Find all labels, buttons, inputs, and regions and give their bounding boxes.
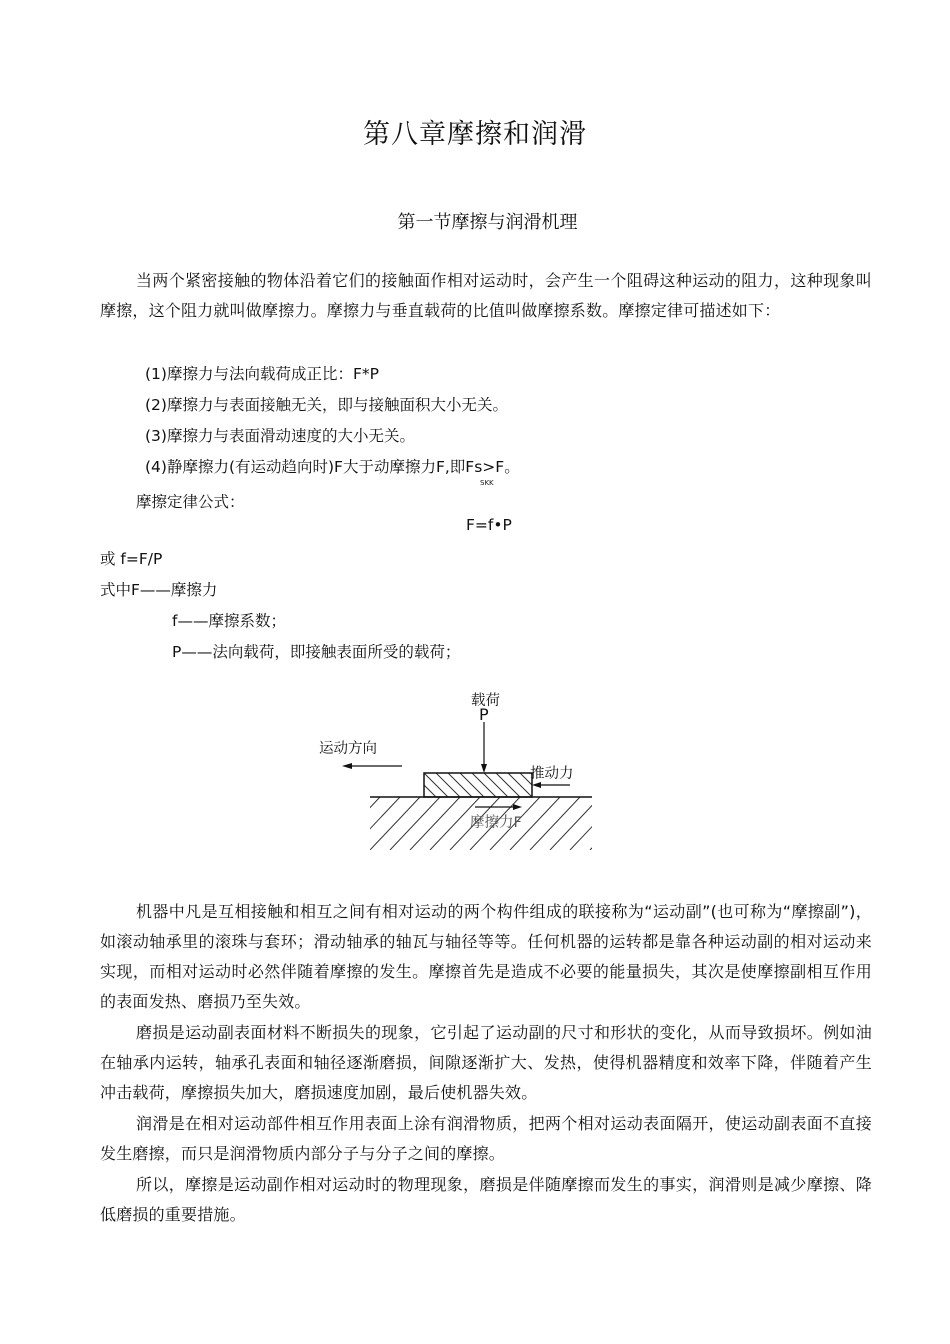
definition-friction: 式中F——摩擦力: [100, 581, 218, 599]
motion-arrowhead: [342, 763, 352, 769]
definition-coefficient: f——摩擦系数；: [172, 612, 286, 630]
load-label: 载荷: [471, 693, 500, 709]
friction-arrowhead: [513, 804, 522, 810]
formula-main: F=f•P: [466, 516, 512, 534]
motion-direction-label: 运动方向: [319, 741, 377, 757]
law-2: (2)摩擦力与表面接触无关，即与接触面积大小无关。: [145, 396, 508, 414]
law-4: (4)静摩擦力(有运动趋向时)F大于动摩擦力F,即Fs>F。: [145, 458, 520, 476]
definition-load: P——法向载荷，即接触表面所受的载荷；: [172, 643, 461, 661]
formula-alt: 或 f=F/P: [100, 550, 163, 568]
body-paragraph-3: 润滑是在相对运动部件相互作用表面上涂有润滑物质，把两个相对运动表面隔开，使运动副表面不直接发生磨擦，而只是润滑物质内部分子与分子之间的摩擦。: [100, 1114, 872, 1163]
body-paragraph-1: 机器中凡是互相接触和相互之间有相对运动的两个构件组成的联接称为“运动副”(也可称为“摩擦副”)，如滚动轴承里的滚珠与套环；滑动轴承的轴瓦与轴径等等。任何机器的运转都是靠各种运动副的相对运动来实现，而相对运动时必然伴随着摩擦的发生。摩擦首先是造成不必要的能量损失，其次是使摩擦副相互作用的表面发热、磨损乃至失效。: [100, 902, 872, 1011]
load-symbol: P: [479, 705, 489, 724]
law-1: (1)摩擦力与法向载荷成正比：F*P: [145, 365, 379, 383]
block-hatching: [412, 773, 544, 797]
section-title: 第一节摩擦与润滑机理: [397, 212, 578, 233]
load-arrowhead: [481, 764, 487, 773]
subscript-note: SKK: [480, 479, 494, 487]
chapter-title: 第八章摩擦和润滑: [363, 119, 587, 150]
body-paragraph-2: 磨损是运动副表面材料不断损失的现象，它引起了运动副的尺寸和形状的变化，从而导致损坏。例如油在轴承内运转，轴承孔表面和轴径逐渐磨损，间隙逐渐扩大、发热，使得机器精度和效率下降，伴随着产生冲击载荷，摩擦损失加大，磨损速度加剧，最后使机器失效。: [100, 1023, 872, 1102]
intro-paragraph: 当两个紧密接触的物体沿着它们的接触面作相对运动时，会产生一个阻碍这种运动的阻力，这种现象叫摩擦，这个阻力就叫做摩擦力。摩擦力与垂直载荷的比值叫做摩擦系数。摩擦定律可描述如下：: [100, 271, 872, 320]
friction-force-label: 摩擦力F: [470, 815, 522, 831]
law-3: (3)摩擦力与表面滑动速度的大小无关。: [145, 427, 415, 445]
body-paragraph-4: 所以，摩擦是运动副作相对运动时的物理现象，磨损是伴随摩擦而发生的事实，润滑则是减少摩擦、降低磨损的重要措施。: [100, 1175, 872, 1224]
push-force-label: 推动力: [530, 766, 574, 782]
formula-intro: 摩擦定律公式：: [136, 493, 245, 511]
